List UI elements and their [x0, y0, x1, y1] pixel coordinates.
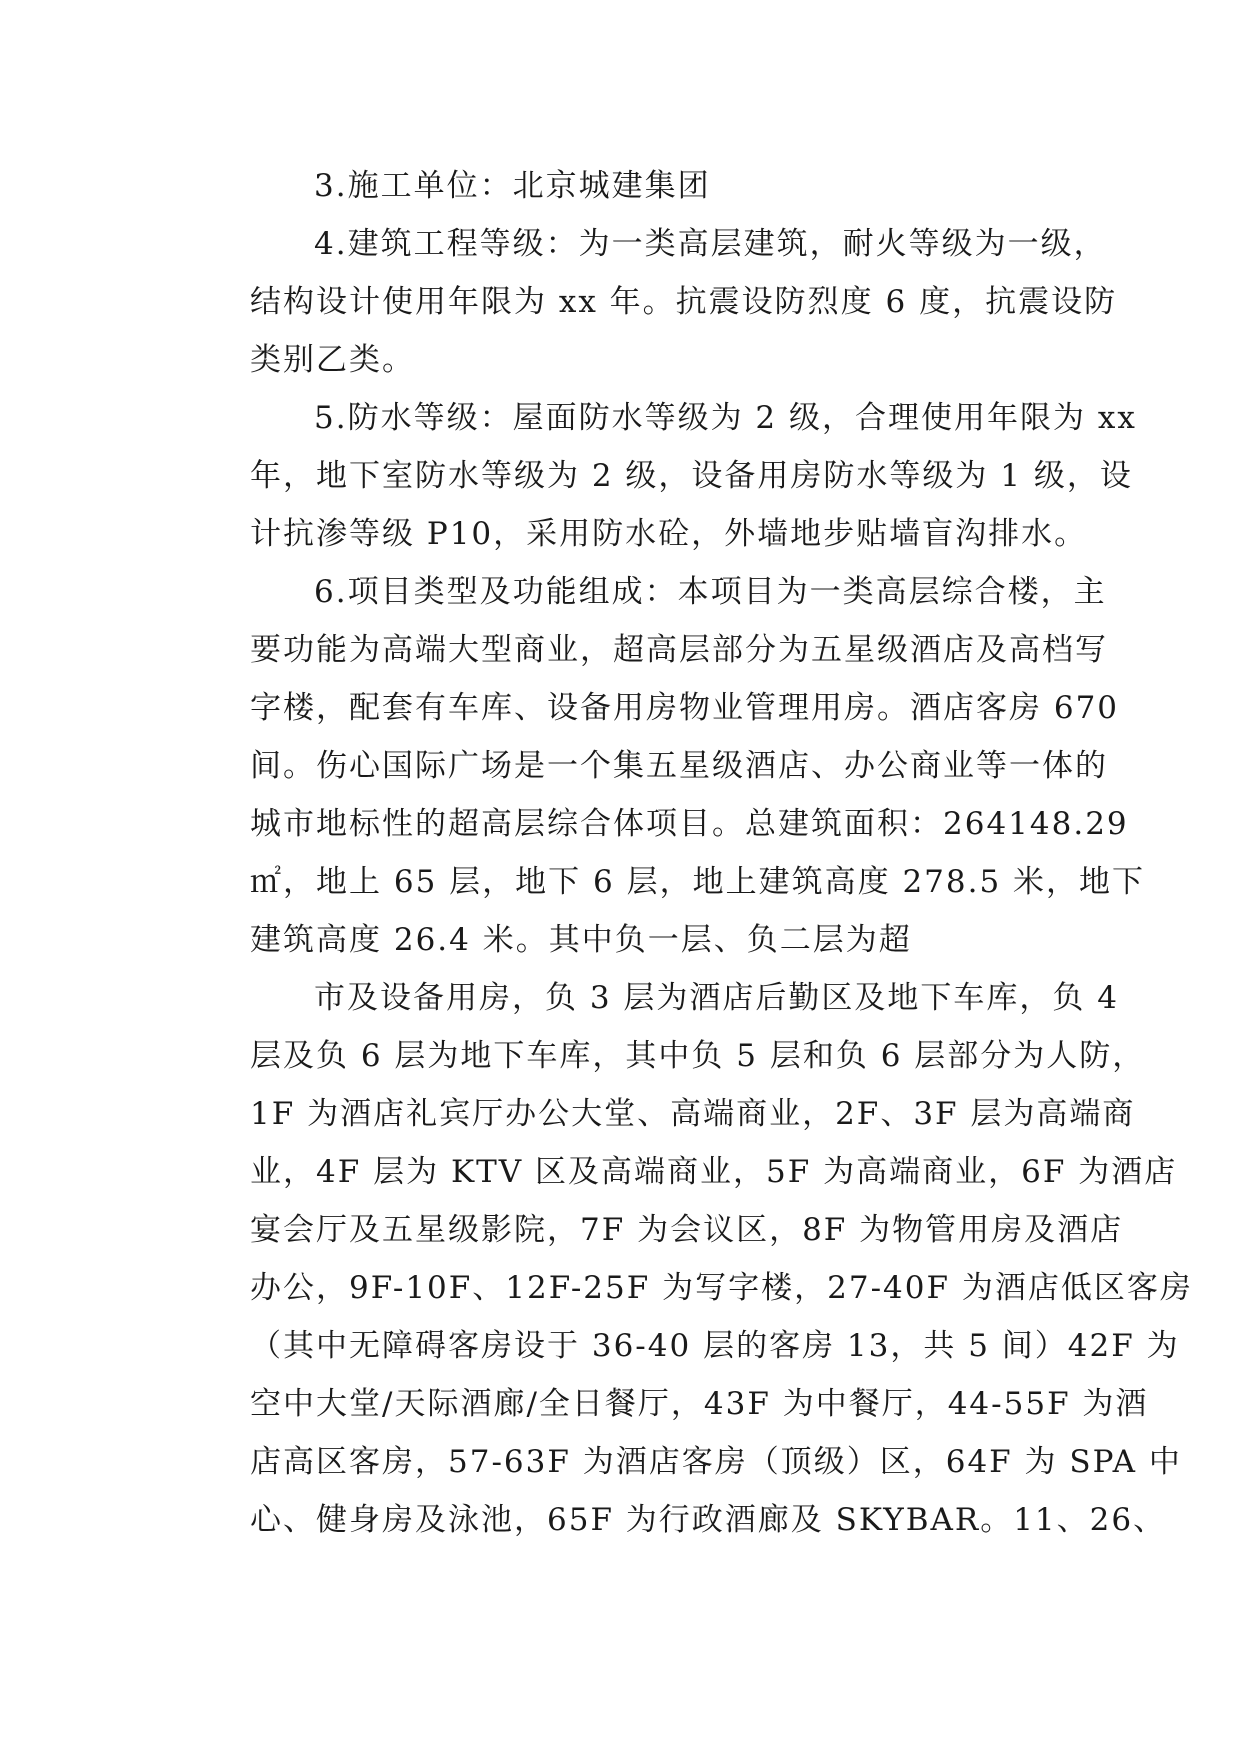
text-line: 1F 为酒店礼宾厅办公大堂、高端商业，2F、3F 层为高端商	[250, 1096, 1136, 1132]
text-line: ㎡，地上 65 层，地下 6 层，地上建筑高度 278.5 米，地下	[250, 864, 1146, 900]
text-line: 4.建筑工程等级：为一类高层建筑，耐火等级为一级，	[314, 226, 1107, 262]
document-body	[188, 157, 1193, 1549]
text-line: 业，4F 层为 KTV 区及高端商业，5F 为高端商业，6F 为酒店	[250, 1154, 1178, 1190]
text-line: 结构设计使用年限为 xx 年。抗震设防烈度 6 度，抗震设防	[250, 284, 1118, 320]
text-line: 3.施工单位：北京城建集团	[314, 168, 711, 204]
text-line: 5.防水等级：屋面防水等级为 2 级，合理使用年限为 xx	[314, 400, 1137, 436]
text-line: 宴会厅及五星级影院，7F 为会议区，8F 为物管用房及酒店	[250, 1212, 1124, 1248]
text-line: 建筑高度 26.4 米。其中负一层、负二层为超	[250, 922, 912, 958]
text-line: 间。伤心国际广场是一个集五星级酒店、办公商业等一体的	[250, 748, 1108, 784]
text-line: 空中大堂/天际酒廊/全日餐厅，43F 为中餐厅，44-55F 为酒	[250, 1386, 1149, 1422]
text-line: 计抗渗等级 P10，采用防水砼，外墙地步贴墙盲沟排水。	[250, 516, 1088, 552]
paragraph-floor-functions	[188, 969, 1193, 1549]
text-line: 店高区客房，57-63F 为酒店客房（顶级）区，64F 为 SPA 中	[250, 1444, 1182, 1480]
text-line: 类别乙类。	[250, 342, 415, 378]
text-line: 层及负 6 层为地下车库，其中负 5 层和负 6 层部分为人防，	[250, 1038, 1146, 1074]
paragraph-waterproof-grade	[188, 389, 1137, 563]
text-line: 6.项目类型及功能组成：本项目为一类高层综合楼，主	[314, 574, 1107, 610]
text-line: 字楼，配套有车库、设备用房物业管理用房。酒店客房 670	[250, 690, 1120, 726]
text-line: 办公，9F-10F、12F-25F 为写字楼，27-40F 为酒店低区客房	[250, 1270, 1193, 1306]
text-line: 年，地下室防水等级为 2 级，设备用房防水等级为 1 级，设	[250, 458, 1133, 494]
text-line: 城市地标性的超高层综合体项目。总建筑面积：264148.29	[250, 806, 1129, 842]
text-line: 心、健身房及泳池，65F 为行政酒廊及 SKYBAR。11、26、	[250, 1502, 1167, 1538]
paragraph-construction-unit	[188, 157, 1068, 215]
text-line: 要功能为高端大型商业，超高层部分为五星级酒店及高档写	[250, 632, 1108, 668]
paragraph-building-grade	[188, 215, 1118, 389]
paragraph-project-type	[188, 563, 1146, 969]
text-line: （其中无障碍客房设于 36-40 层的客房 13，共 5 间）42F 为	[250, 1328, 1180, 1364]
text-line: 市及设备用房，负 3 层为酒店后勤区及地下车库，负 4	[314, 980, 1120, 1016]
